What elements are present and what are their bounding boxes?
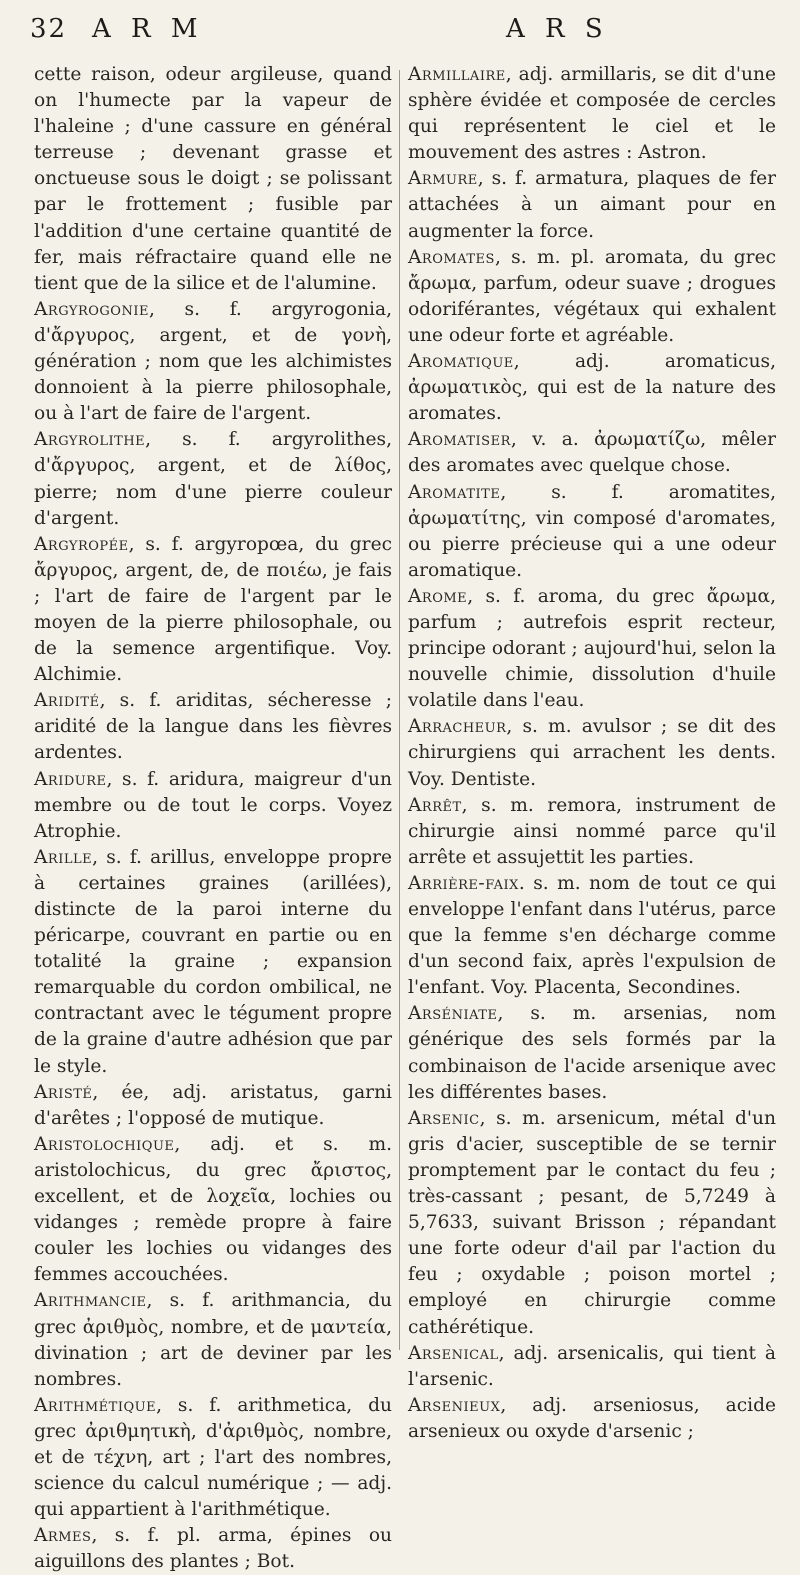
entry-definition: . s. m. nom de tout ce qui enveloppe l'enfant dans l'utérus, parce que la femme s'en décharge comme d'un second faix, après l'expulsion de l'enfant. Voy. Placenta, Secondines. xyxy=(408,872,776,999)
page-number: 32 xyxy=(30,14,68,44)
entry-definition: , s. m. pl. aromata, du grec ἄρωμα, parfum, odeur suave ; drogues odoriférantes, végétaux qui exhalent une odeur forte et agréable. xyxy=(408,246,776,346)
dictionary-entry xyxy=(34,688,392,766)
dictionary-entry xyxy=(408,166,776,244)
entry-headword: Armes xyxy=(34,1525,92,1547)
dictionary-entry xyxy=(34,1080,392,1132)
entry-headword: Arsenical xyxy=(408,1342,499,1364)
dictionary-entry xyxy=(408,62,776,166)
dictionary-entry xyxy=(34,62,392,297)
dictionary-entry xyxy=(34,1288,392,1392)
entry-definition: , s. m. remora, instrument de chirurgie ainsi nommé parce qu'il arrête et assujettit les parties. xyxy=(408,794,776,868)
entry-headword: Arille xyxy=(34,846,93,868)
dictionary-entry xyxy=(34,1523,392,1575)
entry-headword: Argyrolithe xyxy=(34,429,146,451)
dictionary-entry xyxy=(408,1341,776,1393)
entry-definition: , s. f. argyropœa, du grec ἄργυρος, argent, de, de ποιέω, je fais ; l'art de faire de l'argent par le moyen de la pierre philosophale, ou de la semence argentifique. Voy. Alchimie. xyxy=(34,533,392,686)
entry-headword: Arome xyxy=(408,585,468,607)
dictionary-entry xyxy=(408,793,776,871)
entry-definition: , s. f. ariditas, sécheresse ; aridité de la langue dans les fièvres ardentes. xyxy=(34,690,392,764)
dictionary-entry xyxy=(408,714,776,792)
entry-headword: Arrière-faix xyxy=(408,872,519,894)
entry-headword: Arithmétique xyxy=(34,1394,157,1416)
left-column xyxy=(34,62,392,1575)
entry-definition: , s. f. aroma, du grec ἄρωμα, parfum ; autrefois esprit recteur, principe odorant ; aujourd'hui, selon la nouvelle chimie, dissolution d'huile volatile dans l'eau. xyxy=(408,585,776,712)
entry-headword: Aristé xyxy=(34,1081,93,1103)
entry-definition: , adj. arseniosus, acide arsenieux ou oxyde d'arsenic ; xyxy=(408,1394,776,1442)
dictionary-entry xyxy=(408,427,776,479)
entry-definition: , adj. armillaris, se dit d'une sphère évidée et composée de cercles qui représentent le ciel et le mouvement des astres : Astron. xyxy=(408,64,776,164)
dictionary-entry xyxy=(408,871,776,1001)
entry-definition: , s. f. argyrogonia, d'ἄργυρος, argent, et de γονὴ, génération ; nom que les alchimistes donnoient à la pierre philosophale, ou à l'art de faire de l'argent. xyxy=(34,298,392,425)
entry-definition: , adj. et s. m. aristolochicus, du grec ἄριστος, excellent, et de λοχεῖα, lochies ou vidanges ; remède propre à faire couler les lochies ou vidanges des femmes accouchées. xyxy=(34,1133,392,1286)
page-header xyxy=(30,14,780,54)
entry-definition: , adj. arsenicalis, qui tient à l'arsenic. xyxy=(408,1342,776,1390)
left-running-head: A R M xyxy=(92,14,204,44)
entry-headword: Argyrogonie xyxy=(34,298,149,320)
entry-headword: Arsenic xyxy=(408,1107,480,1129)
dictionary-entry xyxy=(408,480,776,584)
entry-headword: Arsenieux xyxy=(408,1394,501,1416)
entry-headword: Armillaire xyxy=(408,64,506,85)
entry-definition: , adj. aromaticus, ἀρωματικὸς, qui est de la nature des aromates. xyxy=(408,351,776,425)
entry-headword: Arracheur xyxy=(408,716,507,738)
entry-definition: , ée, adj. aristatus, garni d'arêtes ; l'opposé de mutique. xyxy=(34,1081,392,1129)
entry-headword: Aromatite xyxy=(408,481,501,503)
entry-definition: cette raison, odeur argileuse, quand on l'humecte par la vapeur de l'haleine ; d'une cassure en général terreuse ; devenant grasse et onctueuse sous le doigt ; se polissant par le frottement ; fusible par l'addition d'une certaine quantité de fer, mais réfractaire quand elle ne tient que de la silice et de l'alumine. xyxy=(34,64,392,294)
entry-headword: Argyropée xyxy=(34,533,129,555)
entry-headword: Aromatiser xyxy=(408,429,511,451)
entry-definition: , s. f. pl. arma, épines ou aiguillons des plantes ; Bot. xyxy=(34,1525,392,1573)
dictionary-entry xyxy=(34,845,392,1080)
entry-definition: , s. f. arithmetica, du grec ἀριθμητικὴ, d'ἀριθμὸς, nombre, et de τέχνη, art ; l'art des nombres, science du calcul numérique ; — adj. qui appartient à l'arithmétique. xyxy=(34,1394,392,1521)
right-running-head: A R S xyxy=(506,14,609,44)
entry-headword: Arithmancie xyxy=(34,1290,147,1312)
entry-definition: , s. f. arithmancia, du grec ἀριθμὸς, nombre, et de μαντεία, divination ; art de deviner par les nombres. xyxy=(34,1290,392,1390)
dictionary-entry xyxy=(408,1106,776,1341)
entry-headword: Armure xyxy=(408,168,478,190)
entry-definition: , s. m. avulsor ; se dit des chirurgiens qui arrachent les dents. Voy. Dentiste. xyxy=(408,716,776,790)
dictionary-entry xyxy=(34,297,392,427)
entry-headword: Aridure xyxy=(34,768,107,790)
column-divider xyxy=(399,70,400,1350)
entry-headword: Aromates xyxy=(408,246,495,268)
dictionary-entry xyxy=(34,767,392,845)
dictionary-entry xyxy=(34,532,392,689)
entry-headword: Aromatique xyxy=(408,351,514,373)
entry-definition: , v. a. ἀρωματίζω, mêler des aromates avec quelque chose. xyxy=(408,429,776,477)
entry-headword: Aridité xyxy=(34,690,100,712)
dictionary-entry xyxy=(408,245,776,349)
entry-headword: Arséniate xyxy=(408,1003,498,1025)
entry-definition: , s. m. arsenias, nom générique des sels formés par la combinaison de l'acide arsenique avec les différentes bases. xyxy=(408,1003,776,1103)
right-column xyxy=(408,62,776,1445)
dictionary-entry xyxy=(34,1132,392,1289)
dictionary-entry xyxy=(34,1393,392,1523)
entry-definition: , s. f. armatura, plaques de fer attachées à un aimant pour en augmenter la force. xyxy=(408,168,776,242)
dictionary-entry xyxy=(34,427,392,531)
entry-headword: Aristolochique xyxy=(34,1133,175,1155)
dictionary-entry xyxy=(408,1393,776,1445)
entry-definition: , s. f. aridura, maigreur d'un membre ou de tout le corps. Voyez Atrophie. xyxy=(34,768,392,842)
entry-definition: , s. f. argyrolithes, d'ἄργυρος, argent, et de λίθος, pierre; nom d'une pierre couleur d'argent. xyxy=(34,429,392,529)
dictionary-entry xyxy=(408,349,776,427)
entry-definition: , s. f. arillus, enveloppe propre à certaines graines (arillées), distincte de la paroi interne du péricarpe, couvrant en partie ou en totalité la graine ; expansion remarquable du cordon ombilical, ne contractant avec le tégument propre de la graine d'autre adhésion que par le style. xyxy=(34,846,392,1077)
entry-definition: , s. f. aromatites, ἀρωματίτης, vin composé d'aromates, ou pierre précieuse qui a une odeur aromatique. xyxy=(408,481,776,581)
entry-definition: , s. m. arsenicum, métal d'un gris d'acier, susceptible de se ternir promptement par le contact du feu ; très-cassant ; pesant, de 5,7249 à 5,7633, suivant Brisson ; répandant une forte odeur d'ail par l'action du feu ; oxydable ; poison mortel ; employé en chirurgie comme cathérétique. xyxy=(408,1107,776,1338)
dictionary-entry xyxy=(408,584,776,714)
entry-headword: Arrêt xyxy=(408,794,462,816)
dictionary-entry xyxy=(408,1001,776,1105)
